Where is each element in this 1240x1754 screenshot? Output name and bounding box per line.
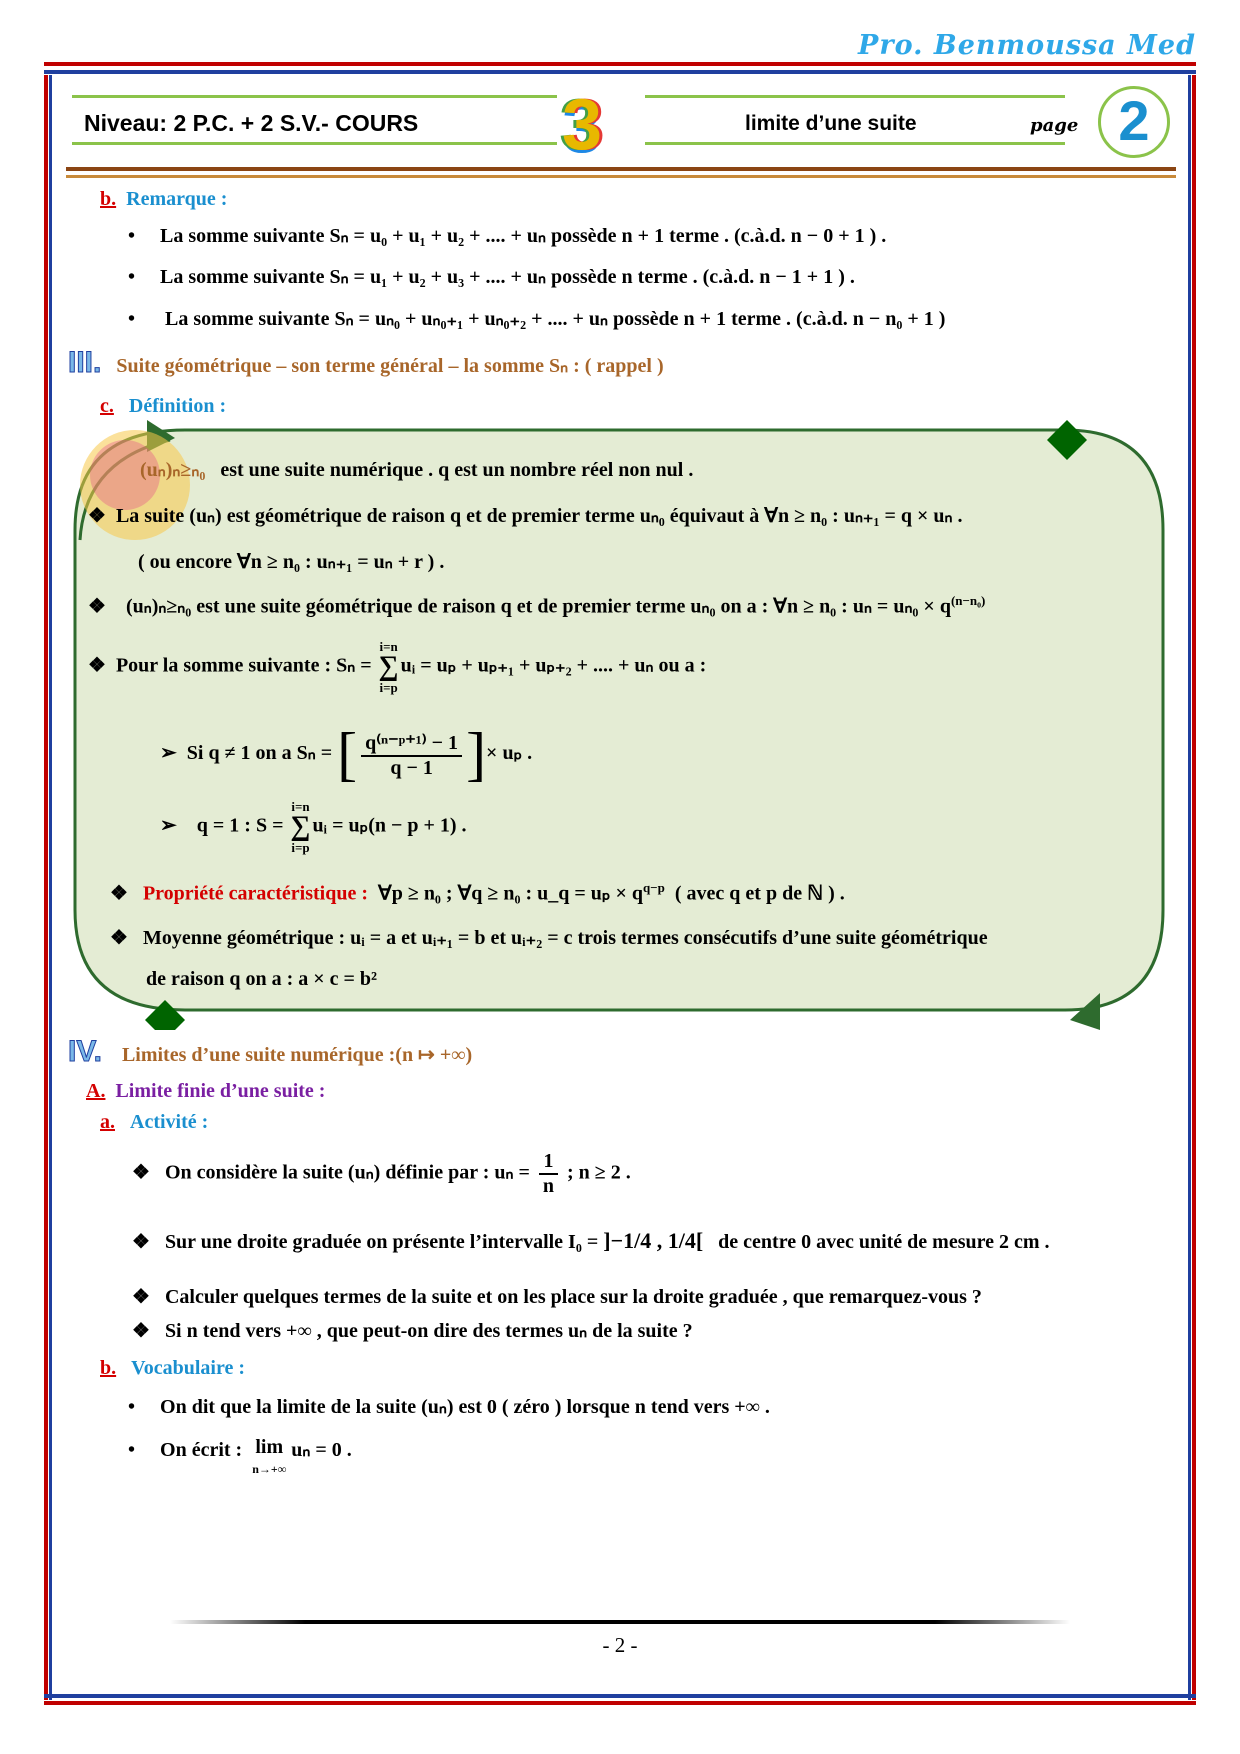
- author-signature: Pro. Benmoussa Med: [858, 30, 1196, 61]
- box-line-q-not-1: ➢ Si q ≠ 1 on a Sₙ = [ $\frac{\text{q⁽ⁿ⁻ᵖ⁺¹⁾ − 1}}{q - 1}$ ]× uₚ .: [160, 721, 533, 787]
- top-border-red: [44, 62, 1196, 66]
- activite-line-4: ❖ Si n tend vers +∞ , que peut-on dire des termes uₙ de la suite ?: [132, 1320, 693, 1342]
- box-line-moyenne-2: de raison q on a : a × c = b²: [146, 968, 378, 990]
- header-separator-2: [66, 175, 1176, 178]
- activite-heading: a. Activité :: [100, 1111, 209, 1133]
- subsection-A-heading: A. Limite finie d’une suite :: [86, 1080, 326, 1102]
- definition-heading: c. Définition :: [100, 395, 227, 417]
- bottom-border-blue: [44, 1694, 1196, 1698]
- header-bar-green-left-bottom: [72, 142, 557, 145]
- chapter-number-logo: 3: [562, 85, 603, 165]
- box-line-2: ❖ La suite (uₙ) est géométrique de raison q et de premier terme uₙ₀ équivaut à ∀n ≥ n₀ : uₙ₊₁ = q × uₙ .: [88, 505, 963, 527]
- box-line-sum: ❖ Pour la somme suivante : Sₙ = i=n ∑ i=puᵢ = uₚ + uₚ₊₁ + uₚ₊₂ + .... + uₙ ou a :: [88, 639, 707, 695]
- vocabulaire-line-1: • On dit que la limite de la suite (uₙ) est 0 ( zéro ) lorsque n tend vers +∞ .: [128, 1396, 770, 1418]
- header-separator: [66, 167, 1176, 171]
- sigma-symbol-2: i=n ∑ i=p: [290, 799, 311, 855]
- box-line-3: ( ou encore ∀n ≥ n₀ : uₙ₊₁ = uₙ + r ) .: [138, 551, 445, 573]
- vocabulaire-line-2: • On écrit : lim n→+∞ uₙ = 0 .: [128, 1436, 352, 1476]
- activite-line-2: ❖ Sur une droite graduée on présente l’intervalle I₀ = ]−1/4 , 1/4[ de centre 0 avec unité de mesure 2 cm .: [132, 1228, 1050, 1253]
- remarque-bullet-1: • La somme suivante Sₙ = u₀ + u₁ + u₂ + .... + uₙ possède n + 1 terme . (c.à.d. n − 0 + 1 ) .: [128, 225, 887, 247]
- top-border-blue: [44, 70, 1196, 74]
- header-topic: limite d’une suite: [745, 112, 917, 135]
- header-bar-green-right: [645, 95, 1065, 98]
- box-line-propriete: ❖ Propriété caractéristique : ∀p ≥ n₀ ; ∀q ≥ n₀ : u_q = $u_p \times q^{q-p}$ ( avec q et p de ℕ ) .: [110, 880, 845, 905]
- header-bar-green-left: [72, 95, 557, 98]
- page-number-badge: 2: [1098, 86, 1170, 158]
- section-4-heading: IV. Limites d’une suite numérique :(n ↦ +∞): [68, 1035, 473, 1068]
- box-line-moyenne: ❖ Moyenne géométrique : uᵢ = a et uᵢ₊₁ = b et uᵢ₊₂ = c trois termes consécutifs d’une suite géométrique: [110, 927, 988, 949]
- footer-rule: [170, 1620, 1070, 1624]
- activite-line-3: ❖ Calculer quelques termes de la suite et on les place sur la droite graduée , que remarquez-vous ?: [132, 1286, 982, 1308]
- remarque-bullet-3: • La somme suivante Sₙ = uₙ₀ + uₙ₀₊₁ + uₙ₀₊₂ + .... + uₙ possède n + 1 terme . (c.à.d. n − n₀ + 1 ): [128, 308, 946, 330]
- activite-line-1: ❖ On considère la suite (uₙ) définie par : uₙ = $\frac{1}{n}$ ; n ≥ 2 .: [132, 1150, 631, 1197]
- remarque-bullet-2: • La somme suivante Sₙ = u₁ + u₂ + u₃ + .... + uₙ possède n terme . (c.à.d. n − 1 + 1 ) .: [128, 266, 855, 288]
- vocabulaire-heading: b. Vocabulaire :: [100, 1357, 246, 1379]
- left-border: [44, 75, 52, 1700]
- remarque-heading: b. Remarque :: [100, 188, 228, 210]
- right-border: [1188, 75, 1196, 1700]
- header-page-word: page: [1030, 115, 1079, 136]
- bottom-border-red: [44, 1701, 1196, 1705]
- sigma-symbol: i=n ∑ i=p: [378, 639, 399, 695]
- header-level: Niveau: 2 P.C. + 2 S.V.- COURS: [84, 110, 419, 136]
- box-line-q-eq-1: ➢ q = 1 : S = i=n ∑ i=puᵢ = uₚ(n − p + 1) .: [160, 799, 467, 855]
- box-line-4: ❖ (uₙ)ₙ≥ₙ₀ est une suite géométrique de raison q et de premier terme uₙ₀ on a : ∀n ≥ n₀ : $u_n = u_{n0} \times q^{(n-n_0)}$: [88, 593, 986, 618]
- box-line-1: (uₙ)ₙ≥ₙ₀ est une suite numérique . q est un nombre réel non nul .: [140, 459, 694, 481]
- header-bar-green-right-bottom: [645, 142, 1065, 145]
- section-3-heading: III. Suite géométrique – son terme général – la somme Sₙ : ( rappel ): [68, 346, 664, 379]
- footer-page-number: - 2 -: [602, 1633, 638, 1657]
